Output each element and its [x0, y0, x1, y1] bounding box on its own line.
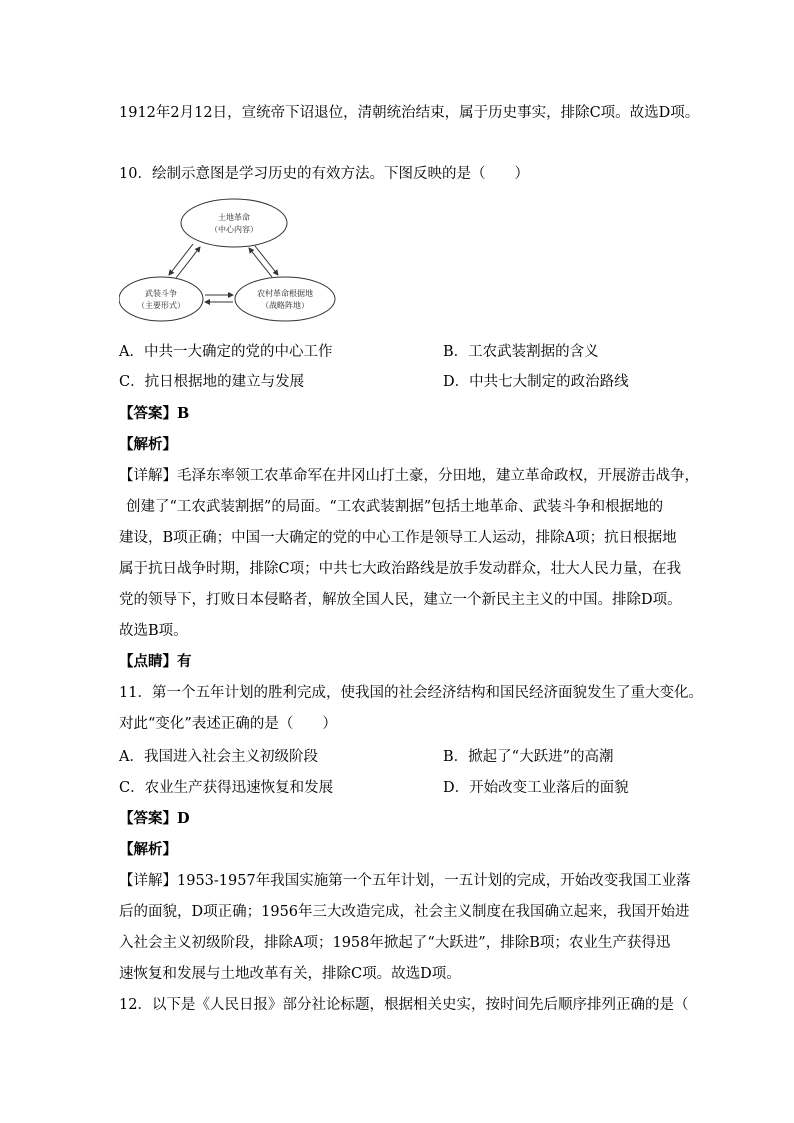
question-11-stem-1: 11．第一个五年计划的胜利完成，使我国的社会经济结构和国民经济面貌发生了重大变化。 — [119, 685, 703, 701]
q10-detail-3: 建设，B项正确；中国一大确定的党的中心工作是领导工人运动，排除A项；抗日根据地 — [119, 530, 677, 546]
q10-diagram — [119, 196, 339, 326]
diagram-node-right-sub: （战略阵地） — [261, 301, 309, 310]
question-11-stem-2: 对此“变化”表述正确的是（ ） — [119, 716, 337, 732]
q11-option-b: B．掀起了“大跃进”的高潮 — [443, 749, 614, 765]
diagram-node-right — [235, 277, 335, 321]
q10-option-a: A．中共一大确定的党的中心工作 — [119, 344, 333, 360]
arrow-left-to-top — [176, 247, 200, 278]
q11-detail-3: 入社会主义初级阶段，排除A项；1958年掀起了“大跃进”，排除B项；农业生产获得迅 — [119, 935, 671, 951]
q10-analysis-heading: 【解析】 — [119, 436, 177, 453]
q11-option-c: C．农业生产获得迅速恢复和发展 — [119, 780, 334, 796]
q10-option-b: B．工农武装割据的含义 — [443, 344, 599, 360]
question-10-stem: 10．绘制示意图是学习历史的有效方法。下图反映的是（ ） — [119, 166, 529, 182]
diagram-node-top-sub: （中心内容） — [210, 225, 258, 234]
q11-answer: 【答案】D — [119, 810, 190, 827]
q10-detail-1: 【详解】毛泽东率领工农革命军在井冈山打土豪，分田地，建立革命政权，开展游击战争， — [119, 468, 699, 484]
q11-option-a: A．我国进入社会主义初级阶段 — [119, 749, 318, 765]
q11-analysis-heading: 【解析】 — [119, 841, 177, 858]
q11-detail-2: 后的面貌，D项正确；1956年三大改造完成，社会主义制度在我国确立起来，我国开始进 — [119, 904, 690, 920]
diagram-node-left-label: 武装斗争 — [145, 289, 177, 298]
q10-detail-4: 属于抗日战争时期，排除C项；中共七大政治路线是放手发动群众，壮大人民力量，在我 — [119, 561, 682, 577]
q10-highlight: 【点睛】有 — [119, 653, 192, 670]
q11-detail-4: 速恢复和发展与土地改革有关，排除C项。故选D项。 — [119, 966, 461, 982]
diagram-node-left — [119, 277, 203, 321]
arrow-top-to-left — [169, 244, 193, 275]
q10-detail-5: 党的领导下，打败日本侵略者，解放全国人民，建立一个新民主主义的中国。排除D项。 — [119, 592, 682, 608]
diagram-node-top — [181, 199, 287, 247]
q10-option-c: C．抗日根据地的建立与发展 — [119, 374, 305, 390]
q10-detail-6: 故选B项。 — [119, 623, 188, 639]
q10-answer: 【答案】B — [119, 405, 190, 422]
diagram-node-left-sub: （主要形式） — [137, 301, 185, 310]
question-12-stem: 12．以下是《人民日报》部分社论标题，根据相关史实，按时间先后顺序排列正确的是（ — [119, 997, 689, 1013]
diagram-node-top-label: 土地革命 — [218, 213, 250, 222]
q11-detail-1: 【详解】1953-1957年我国实施第一个五年计划，一五计划的完成，开始改变我国工业落 — [119, 873, 691, 889]
line-q9-conclusion: 1912年2月12日，宣统帝下诏退位，清朝统治结束，属于历史事实，排除C项。故选D项。 — [119, 105, 700, 121]
q11-option-d: D．开始改变工业落后的面貌 — [443, 780, 629, 796]
q10-detail-2: 创建了“工农武装割据”的局面。“工农武装割据”包括土地革命、武装斗争和根据地的 — [126, 499, 664, 515]
diagram-node-right-label: 农村革命根据地 — [257, 289, 313, 298]
q10-option-d: D．中共七大制定的政治路线 — [443, 374, 629, 390]
